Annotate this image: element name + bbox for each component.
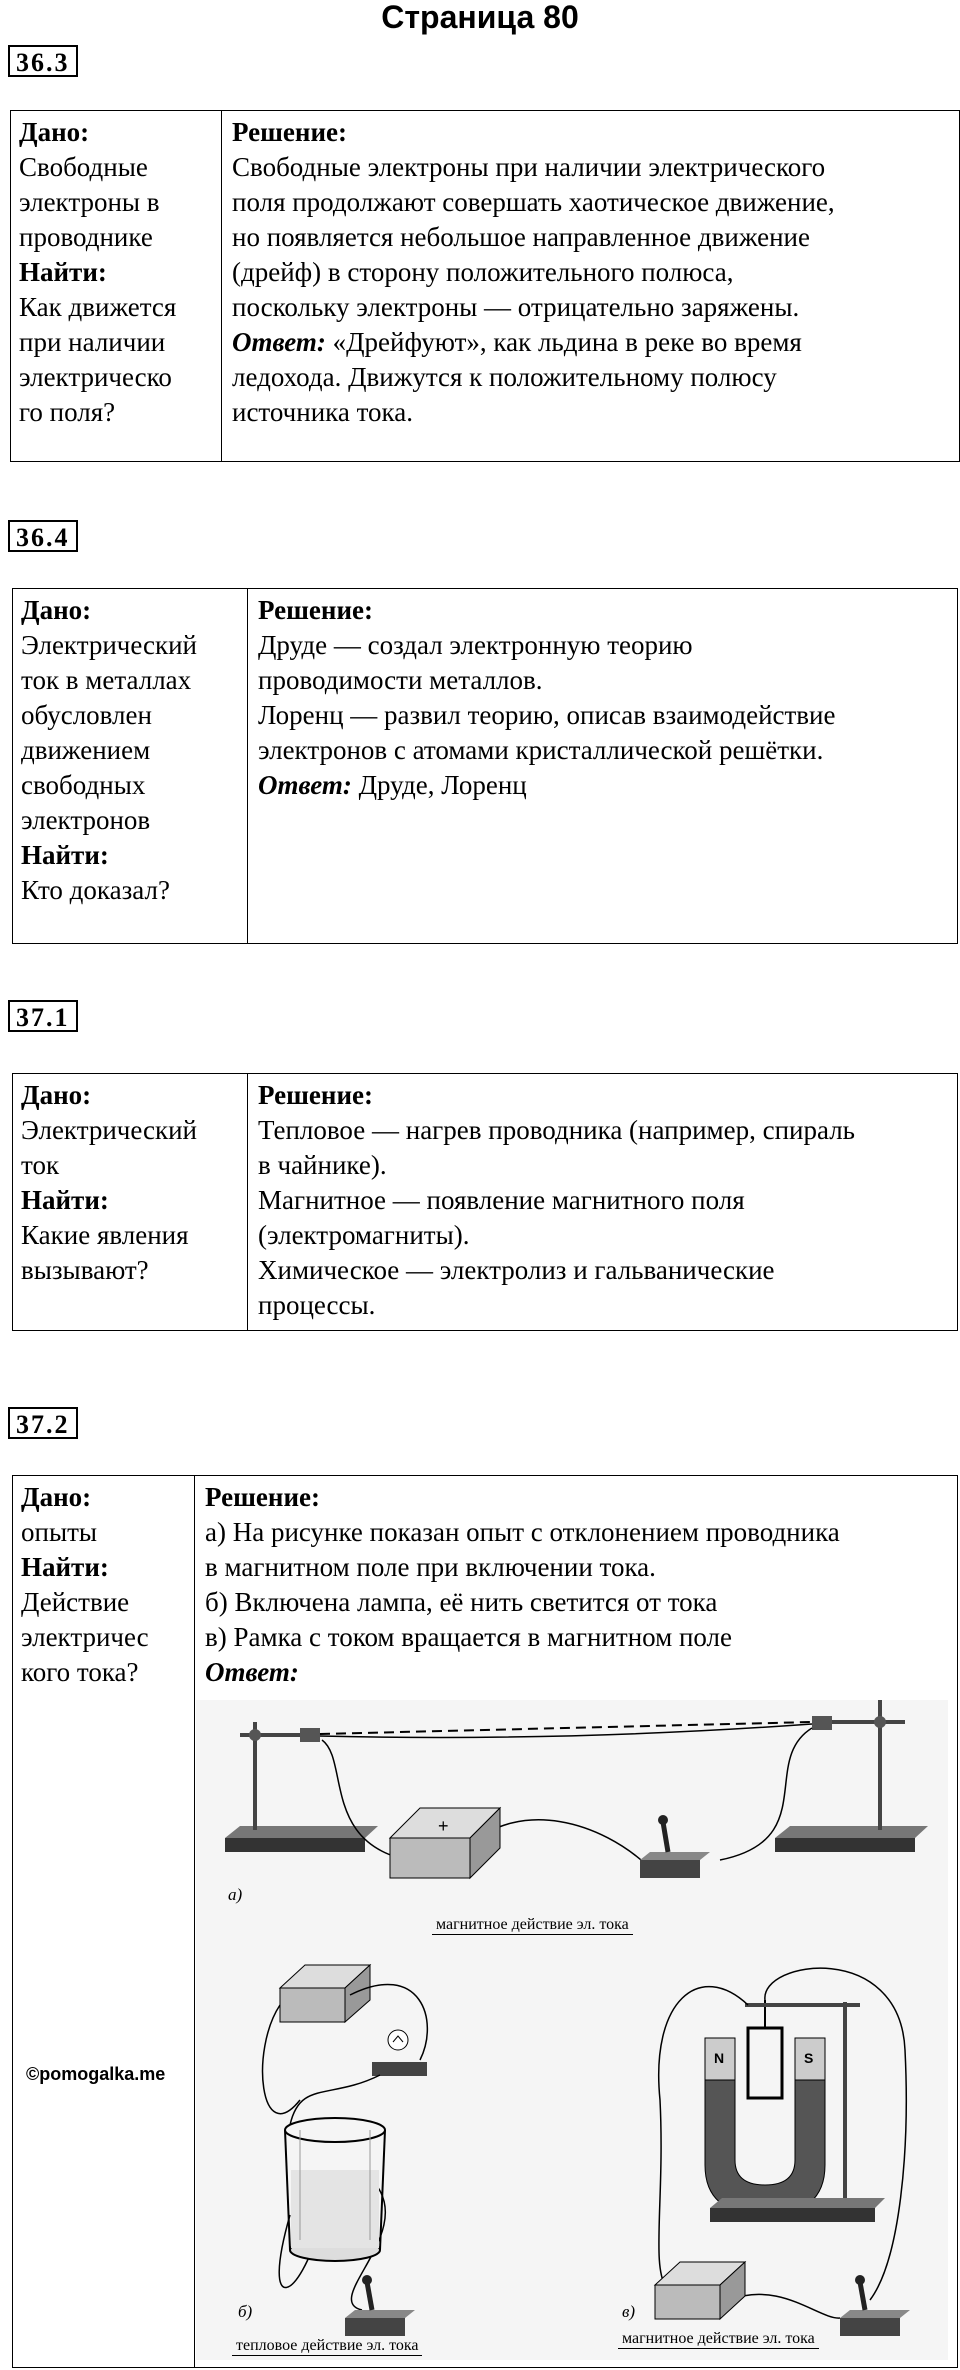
magnet-south-label: S bbox=[804, 2050, 814, 2066]
answer-label: Ответ: bbox=[258, 770, 352, 800]
find-line: электрическо bbox=[19, 362, 172, 392]
given-line: Электрический bbox=[21, 630, 198, 660]
solution-line: б) Включена лампа, её нить светится от тока bbox=[205, 1587, 718, 1617]
given-line: свободных bbox=[21, 770, 146, 800]
figure-b-caption: тепловое действие эл. тока bbox=[232, 2337, 422, 2356]
given-line: электронов bbox=[21, 805, 151, 835]
magnet-north-label: N bbox=[714, 2050, 725, 2066]
answer-line: ледохода. Движутся к положительному полюсу bbox=[232, 362, 777, 392]
solution-line: в магнитном поле при включении тока. bbox=[205, 1552, 656, 1582]
find-header: Найти: bbox=[21, 1185, 109, 1215]
find-line: Какие явления bbox=[21, 1220, 189, 1250]
solution-line: поскольку электроны — отрицательно заряжены. bbox=[232, 292, 800, 322]
given-line: Свободные bbox=[19, 152, 148, 182]
find-line: Кто доказал? bbox=[21, 875, 170, 905]
given-line: проводнике bbox=[19, 222, 153, 252]
find-header: Найти: bbox=[19, 257, 107, 287]
solution-line: Химическое — электролиз и гальванические bbox=[258, 1255, 775, 1285]
given-line: опыты bbox=[21, 1517, 98, 1547]
figure-c-caption: магнитное действие эл. тока bbox=[618, 2330, 819, 2349]
solution-header: Решение: bbox=[258, 1080, 373, 1110]
find-header: Найти: bbox=[21, 840, 109, 870]
find-header: Найти: bbox=[21, 1552, 109, 1582]
solution-line: поля продолжают совершать хаотическое движение, bbox=[232, 187, 835, 217]
solution-line: в чайнике). bbox=[258, 1150, 387, 1180]
solution-line: процессы. bbox=[258, 1290, 376, 1320]
solution-line: Друде — создал электронную теорию bbox=[258, 630, 693, 660]
answer-text: Друде, Лоренц bbox=[351, 770, 527, 800]
answer-label: Ответ: bbox=[205, 1657, 299, 1687]
task-number-36-3: 36.3 bbox=[8, 45, 78, 77]
solution-line: а) На рисунке показан опыт с отклонением проводника bbox=[205, 1517, 840, 1547]
find-line: кого тока? bbox=[21, 1657, 139, 1687]
find-line: электричес bbox=[21, 1622, 149, 1652]
solution-line: Тепловое — нагрев проводника (например, спираль bbox=[258, 1115, 855, 1145]
task-number-37-2: 37.2 bbox=[8, 1407, 78, 1439]
solution-line: проводимости металлов. bbox=[258, 665, 543, 695]
solution-line: Лоренц — развил теорию, описав взаимодействие bbox=[258, 700, 836, 730]
given-header: Дано: bbox=[21, 1482, 92, 1512]
given-line: электроны в bbox=[19, 187, 160, 217]
given-header: Дано: bbox=[19, 117, 90, 147]
solution-header: Решение: bbox=[205, 1482, 320, 1512]
solution-line: Свободные электроны при наличии электрического bbox=[232, 152, 826, 182]
watermark: ©pomogalka.me bbox=[26, 2064, 166, 2084]
solution-header: Решение: bbox=[258, 595, 373, 625]
solution-line: но появляется небольшое направленное движение bbox=[232, 222, 810, 252]
find-line: го поля? bbox=[19, 397, 116, 427]
find-line: Как движется bbox=[19, 292, 177, 322]
given-line: ток bbox=[21, 1150, 60, 1180]
given-header: Дано: bbox=[21, 595, 92, 625]
find-line: при наличии bbox=[19, 327, 166, 357]
given-line: ток в металлах bbox=[21, 665, 192, 695]
page-title: Страница 80 bbox=[381, 0, 579, 35]
solution-header: Решение: bbox=[232, 117, 347, 147]
solution-line: электронов с атомами кристаллической решётки. bbox=[258, 735, 824, 765]
figure-b-letter: б) bbox=[238, 2302, 253, 2321]
given-line: обусловлен bbox=[21, 700, 152, 730]
answer-line: источника тока. bbox=[232, 397, 413, 427]
answer-label: Ответ: bbox=[232, 327, 326, 357]
answer-text: «Дрейфуют», как льдина в реке во время bbox=[325, 327, 802, 357]
find-line: Действие bbox=[21, 1587, 130, 1617]
svg-text:+: + bbox=[438, 1816, 449, 1836]
given-line: Электрический bbox=[21, 1115, 198, 1145]
figure-a-letter: а) bbox=[228, 1885, 243, 1904]
task-number-37-1: 37.1 bbox=[8, 1000, 78, 1032]
figure-c-letter: в) bbox=[622, 2302, 636, 2321]
task-number-36-4: 36.4 bbox=[8, 520, 78, 552]
solution-line: в) Рамка с током вращается в магнитном поле bbox=[205, 1622, 733, 1652]
solution-line: Магнитное — появление магнитного поля bbox=[258, 1185, 745, 1215]
find-line: вызывают? bbox=[21, 1255, 149, 1285]
given-header: Дано: bbox=[21, 1080, 92, 1110]
figure-a-caption: магнитное действие эл. тока bbox=[432, 1916, 633, 1935]
solution-line: (дрейф) в сторону положительного полюса, bbox=[232, 257, 734, 287]
solution-line: (электромагниты). bbox=[258, 1220, 470, 1250]
given-line: движением bbox=[21, 735, 151, 765]
